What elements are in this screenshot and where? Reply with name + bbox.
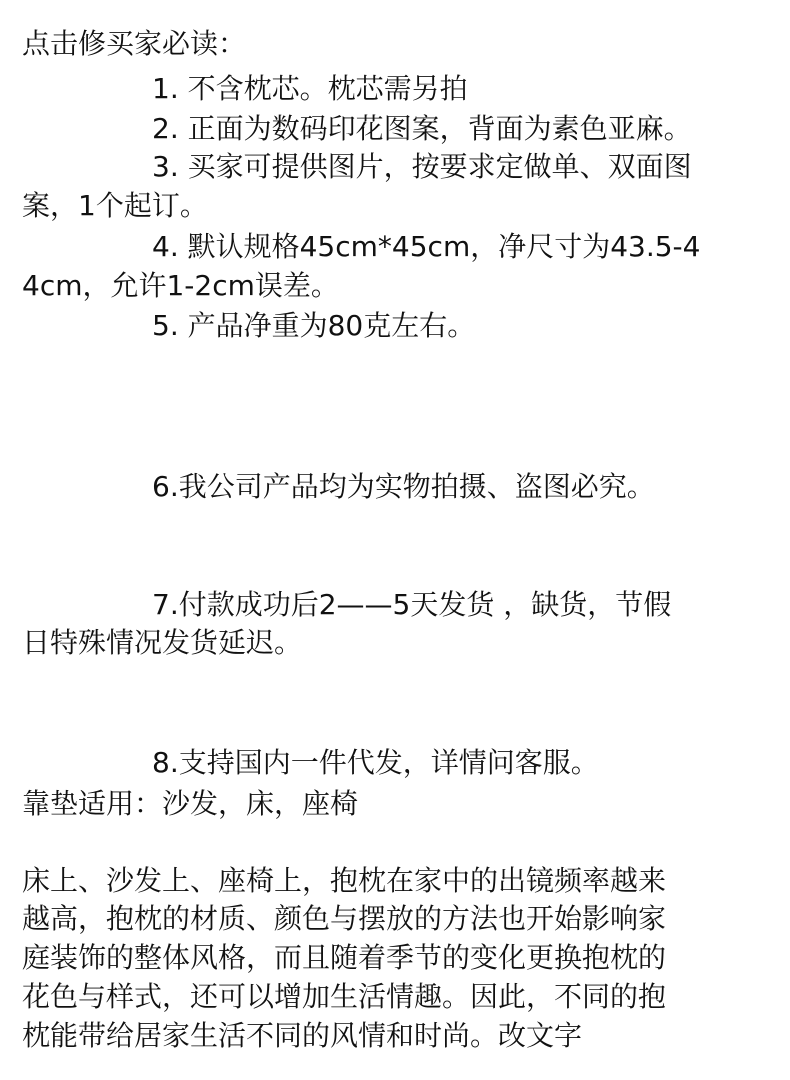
notice-title: 点击修买家必读： [22, 27, 247, 60]
notice-item-7-line-2: 日特殊情况发货延迟。 [22, 626, 303, 659]
notice-item-4-line-1: 4. 默认规格45cm*45cm，净尺寸为43.5-4 [152, 230, 701, 263]
notice-item-3-line-2: 案，1个起订。 [22, 189, 208, 222]
description-line-3: 庭装饰的整体风格，而且随着季节的变化更换抱枕的 [22, 941, 667, 974]
notice-item-5: 5. 产品净重为80克左右。 [152, 309, 476, 342]
description-line-5: 枕能带给居家生活不同的风情和时尚。改文字 [22, 1019, 583, 1052]
description-line-4: 花色与样式，还可以增加生活情趣。因此，不同的抱 [22, 980, 667, 1013]
notice-item-8: 8.支持国内一件代发，详情问客服。 [152, 746, 599, 779]
notice-item-4-line-2: 4cm，允许1-2cm误差。 [22, 269, 339, 302]
notice-item-6: 6.我公司产品均为实物拍摄、盗图必究。 [152, 470, 655, 503]
description-line-2: 越高，抱枕的材质、颜色与摆放的方法也开始影响家 [22, 902, 667, 935]
usage-line: 靠垫适用：沙发，床，座椅 [22, 787, 359, 820]
notice-item-1: 1. 不含枕芯。枕芯需另拍 [152, 72, 468, 105]
description-line-1: 床上、沙发上、座椅上，抱枕在家中的出镜频率越来 [22, 864, 667, 897]
notice-item-7-line-1: 7.付款成功后2——5天发货 ，缺货，节假 [152, 588, 672, 621]
notice-item-2: 2. 正面为数码印花图案，背面为素色亚麻。 [152, 112, 692, 145]
notice-item-3-line-1: 3. 买家可提供图片，按要求定做单、双面图 [152, 150, 692, 183]
